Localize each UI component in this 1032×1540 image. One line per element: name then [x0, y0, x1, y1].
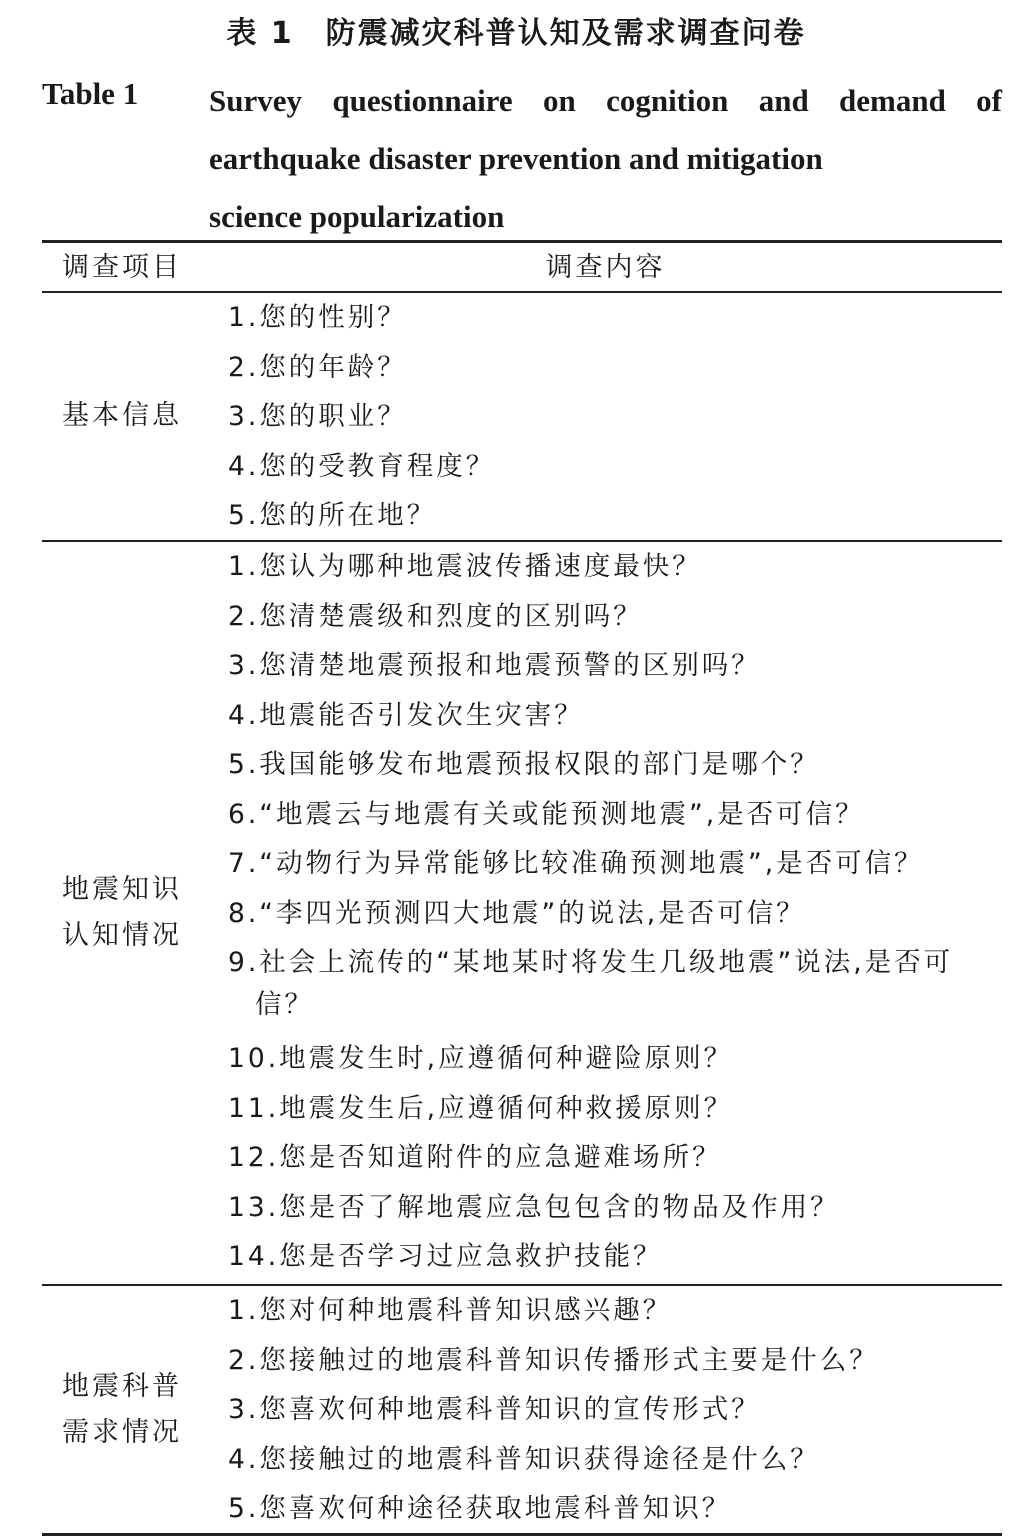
section-category	[42, 867, 202, 959]
question-list	[228, 542, 1002, 1282]
question-item: 3.您的职业？	[228, 401, 407, 432]
question-list	[228, 1286, 1002, 1534]
section-category	[42, 1364, 202, 1456]
section-knowledge	[42, 542, 1002, 1284]
question-item: 1.您的性别？	[228, 302, 407, 333]
section-basic-info	[42, 293, 1002, 540]
section-category-line: 认知情况	[62, 920, 182, 951]
table-title-en-line: science popularization	[209, 199, 505, 234]
question-item: 4.地震能否引发次生灾害？	[228, 699, 584, 731]
question-item: 8.“李四光预测四大地震”的说法,是否可信？	[228, 897, 806, 929]
question-item: 12.您是否知道附件的应急避难场所？	[228, 1142, 722, 1173]
section-category-line: 基本信息	[62, 400, 182, 431]
table-title-en-line: Survey questionnaire on cognition and demand of	[209, 83, 1002, 118]
section-category	[42, 393, 202, 439]
table-title-en	[209, 72, 1002, 246]
question-item: 1.您对何种地震科普知识感兴趣？	[228, 1295, 673, 1326]
question-item: 6.“地震云与地震有关或能预测地震”,是否可信？	[228, 798, 865, 830]
question-item: 4.您接触过的地震科普知识获得途径是什么？	[228, 1443, 820, 1475]
question-item: 5.我国能够发布地震预报权限的部门是哪个？	[228, 749, 820, 780]
section-category-line: 地震科普	[62, 1371, 182, 1402]
table-title-en-line: earthquake disaster prevention and mitigation	[209, 141, 823, 176]
section-category-line: 需求情况	[62, 1417, 182, 1448]
question-item: 2.您接触过的地震科普知识传播形式主要是什么？	[228, 1344, 879, 1376]
section-demand	[42, 1286, 1002, 1533]
column-header-content: 调查内容	[545, 252, 666, 283]
question-item: 10.地震发生时,应遵循何种避险原则？	[228, 1043, 734, 1074]
question-list	[228, 293, 1002, 541]
question-item: 5.您的所在地？	[228, 500, 437, 531]
question-item: 3.您喜欢何种地震科普知识的宣传形式？	[228, 1394, 761, 1425]
question-item: 4.您的受教育程度？	[228, 450, 496, 482]
question-item: 13.您是否了解地震应急包包含的物品及作用？	[228, 1191, 840, 1223]
question-item: 14.您是否学习过应急救护技能？	[228, 1241, 663, 1272]
question-item: 7.“动物行为异常能够比较准确预测地震”,是否可信？	[228, 848, 924, 879]
column-header-category: 调查项目	[62, 252, 182, 283]
question-item: 9.社会上流传的“某地某时将发生几级地震”说法,是否可信？	[228, 947, 954, 1020]
question-item: 2.您清楚震级和烈度的区别吗？	[228, 600, 643, 632]
question-item: 2.您的年龄？	[228, 351, 407, 383]
table-title-cn: 表 1 防震减灾科普认知及需求调查问卷	[226, 16, 806, 51]
question-item: 5.您喜欢何种途径获取地震科普知识？	[228, 1493, 732, 1524]
question-item: 11.地震发生后,应遵循何种救援原则？	[228, 1092, 734, 1124]
section-category-line: 地震知识	[62, 874, 182, 905]
question-item: 3.您清楚地震预报和地震预警的区别吗？	[228, 650, 761, 681]
table-label-en: Table 1	[42, 76, 139, 111]
table-top-rule	[42, 240, 1002, 243]
question-item: 1.您认为哪种地震波传播速度最快？	[228, 551, 702, 582]
